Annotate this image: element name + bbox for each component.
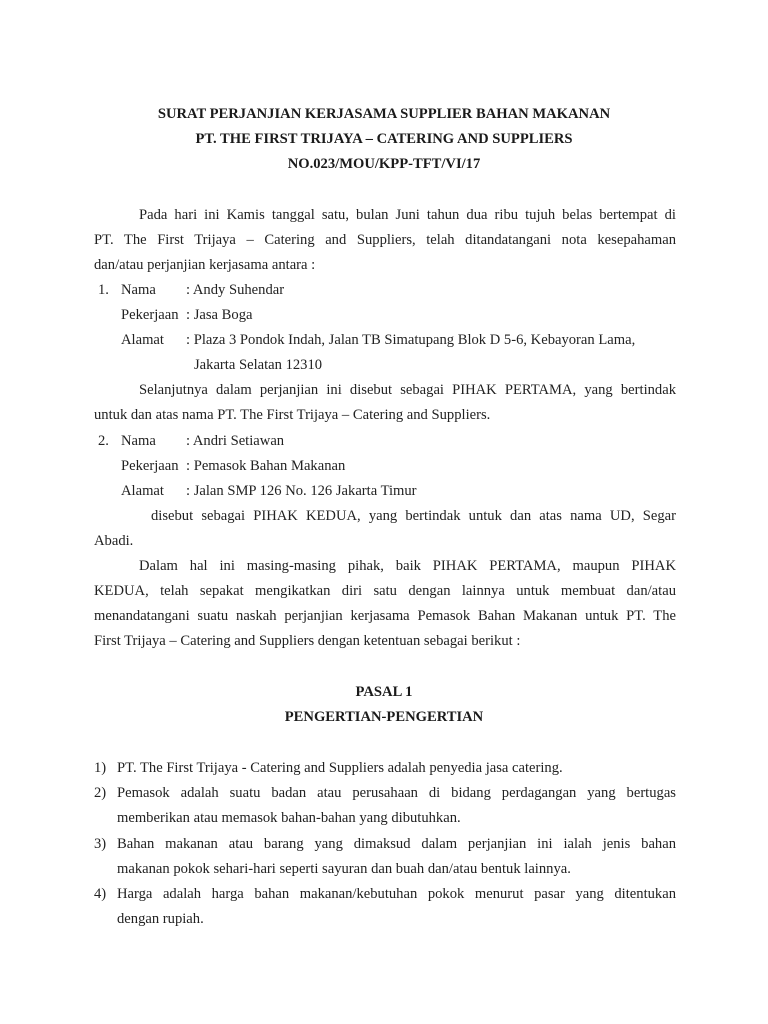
- company-name-heading: PT. THE FIRST TRIJAYA – CATERING AND SUPPLIERS: [195, 131, 573, 147]
- document-title: SURAT PERJANJIAN KERJASAMA SUPPLIER BAHAN MAKANAN: [157, 106, 611, 122]
- party1-desc-line-2: untuk dan atas nama PT. The First Trijaya – Catering and Suppliers.: [94, 407, 491, 423]
- definition-number: 1): [94, 760, 107, 776]
- party2-number: 2.: [98, 433, 109, 449]
- definition-line: dengan rupiah.: [117, 911, 204, 927]
- definition-number: 3): [94, 836, 107, 852]
- party2-desc-line-1: disebut sebagai PIHAK KEDUA, yang bertindak untuk dan atas nama UD, Segar: [151, 508, 676, 524]
- party1-desc-line-1: Selanjutnya dalam perjanjian ini disebut sebagai PIHAK PERTAMA, yang bertindak: [139, 382, 676, 398]
- party1-nama-value: : Andy Suhendar: [186, 282, 285, 298]
- party2-nama-label: Nama: [121, 433, 156, 449]
- party1-pekerjaan-label: Pekerjaan: [121, 307, 179, 323]
- document-number: NO.023/MOU/KPP-TFT/VI/17: [287, 156, 481, 172]
- agreement-line-1: Dalam hal ini masing-masing pihak, baik PIHAK PERTAMA, maupun PIHAK: [139, 558, 676, 574]
- definition-number: 4): [94, 886, 107, 902]
- party2-alamat-label: Alamat: [121, 483, 164, 499]
- party2-desc-line-2: Abadi.: [94, 533, 134, 549]
- party2-nama-value: : Andri Setiawan: [186, 433, 285, 449]
- party2-alamat-value: : Jalan SMP 126 No. 126 Jakarta Timur: [186, 483, 417, 499]
- pasal-title: PASAL 1: [355, 684, 413, 700]
- definition-line: Bahan makanan atau barang yang dimaksud dalam perjanjian ini ialah jenis bahan: [117, 836, 676, 852]
- definition-line: Harga adalah harga bahan makanan/kebutuhan pokok menurut pasar yang ditentukan: [117, 886, 676, 902]
- party1-pekerjaan-value: : Jasa Boga: [186, 307, 253, 323]
- party1-nama-label: Nama: [121, 282, 156, 298]
- party2-pekerjaan-value: : Pemasok Bahan Makanan: [186, 458, 346, 474]
- party2-pekerjaan-label: Pekerjaan: [121, 458, 179, 474]
- party1-alamat-value-1: : Plaza 3 Pondok Indah, Jalan TB Simatupang Blok D 5-6, Kebayoran Lama,: [186, 332, 636, 348]
- intro-line-1: Pada hari ini Kamis tanggal satu, bulan Juni tahun dua ribu tujuh belas bertempat di: [139, 207, 676, 223]
- definition-line: Pemasok adalah suatu badan atau perusahaan di bidang perdagangan yang bertugas: [117, 785, 676, 801]
- intro-line-3: dan/atau perjanjian kerjasama antara :: [94, 257, 316, 273]
- definition-line: makanan pokok sehari-hari seperti sayuran dan buah dan/atau bentuk lainnya.: [117, 861, 571, 877]
- definition-line: memberikan atau memasok bahan-bahan yang dibutuhkan.: [117, 810, 461, 826]
- agreement-line-2: KEDUA, telah sepakat mengikatkan diri satu dengan lainnya untuk membuat dan/atau: [94, 583, 676, 599]
- agreement-line-4: First Trijaya – Catering and Suppliers dengan ketentuan sebagai berikut :: [94, 633, 521, 649]
- agreement-line-3: menandatangani suatu naskah perjanjian kerjasama Pemasok Bahan Makanan untuk PT. The: [94, 608, 676, 624]
- intro-line-2: PT. The First Trijaya – Catering and Suppliers, telah ditandatangani nota kesepahaman: [94, 232, 676, 248]
- party1-number: 1.: [98, 282, 109, 298]
- pasal-subtitle: PENGERTIAN-PENGERTIAN: [284, 709, 484, 725]
- definition-number: 2): [94, 785, 107, 801]
- party1-alamat-value-2: Jakarta Selatan 12310: [194, 357, 323, 373]
- definition-line: PT. The First Trijaya - Catering and Suppliers adalah penyedia jasa catering.: [117, 760, 563, 776]
- party1-alamat-label: Alamat: [121, 332, 164, 348]
